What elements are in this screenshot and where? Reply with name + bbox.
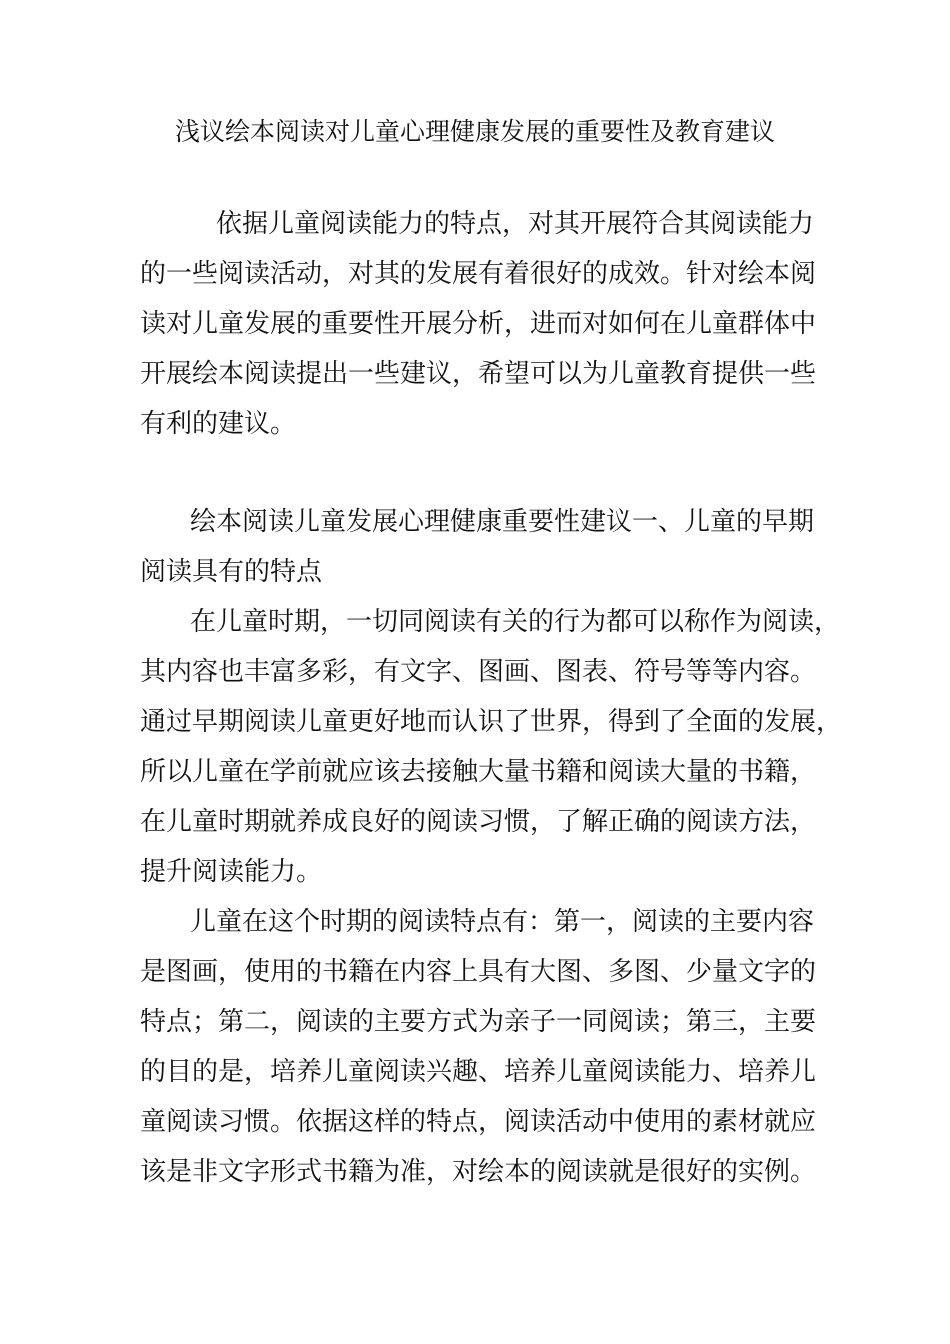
paragraph-line: 所以儿童在学前就应该去接触大量书籍和阅读大量的书籍， (140, 757, 817, 787)
abstract-line: 的一些阅读活动，对其的发展有着很好的成效。针对绘本阅 (140, 259, 817, 289)
paragraph-line: 是图画，使用的书籍在内容上具有大图、多图、少量文字的 (140, 957, 817, 987)
paragraph-line: 通过早期阅读儿童更好地而认识了世界，得到了全面的发展， (140, 707, 843, 737)
body-text (140, 497, 843, 1197)
abstract-line: 读对儿童发展的重要性开展分析，进而对如何在儿童群体中 (140, 309, 817, 339)
abstract-paragraph (140, 199, 830, 449)
abstract-line: 有利的建议。 (140, 409, 297, 439)
paragraph-line: 在儿童时期就养成良好的阅读习惯，了解正确的阅读方法， (140, 807, 817, 837)
abstract-line: 开展绘本阅读提出一些建议，希望可以为儿童教育提供一些 (140, 359, 817, 389)
paragraph-line: 该是非文字形式书籍为准，对绘本的阅读就是很好的实例。 (140, 1157, 817, 1187)
heading-line: 阅读具有的特点 (140, 557, 323, 587)
paragraph-line: 在儿童时期，一切同阅读有关的行为都可以称作为阅读， (190, 607, 841, 637)
paragraph-line: 特点；第二，阅读的主要方式为亲子一同阅读；第三，主要 (140, 1007, 817, 1037)
paragraph-line: 儿童在这个时期的阅读特点有：第一，阅读的主要内容 (190, 907, 815, 937)
abstract-line: 依据儿童阅读能力的特点，对其开展符合其阅读能力 (216, 209, 815, 239)
body-paragraph-2 (140, 897, 830, 1197)
paragraph-line: 提升阅读能力。 (140, 857, 323, 887)
paragraph-line: 其内容也丰富多彩，有文字、图画、图表、符号等等内容。 (140, 657, 817, 687)
section-heading (140, 497, 830, 597)
paragraph-line: 的目的是，培养儿童阅读兴趣、培养儿童阅读能力、培养儿 (140, 1057, 817, 1087)
heading-line: 绘本阅读儿童发展心理健康重要性建议一、儿童的早期 (190, 507, 815, 537)
paragraph-line: 童阅读习惯。依据这样的特点，阅读活动中使用的素材就应 (140, 1107, 817, 1137)
document-title: 浅议绘本阅读对儿童心理健康发展的重要性及教育建议 (174, 117, 775, 146)
body-paragraph-1 (140, 597, 843, 897)
